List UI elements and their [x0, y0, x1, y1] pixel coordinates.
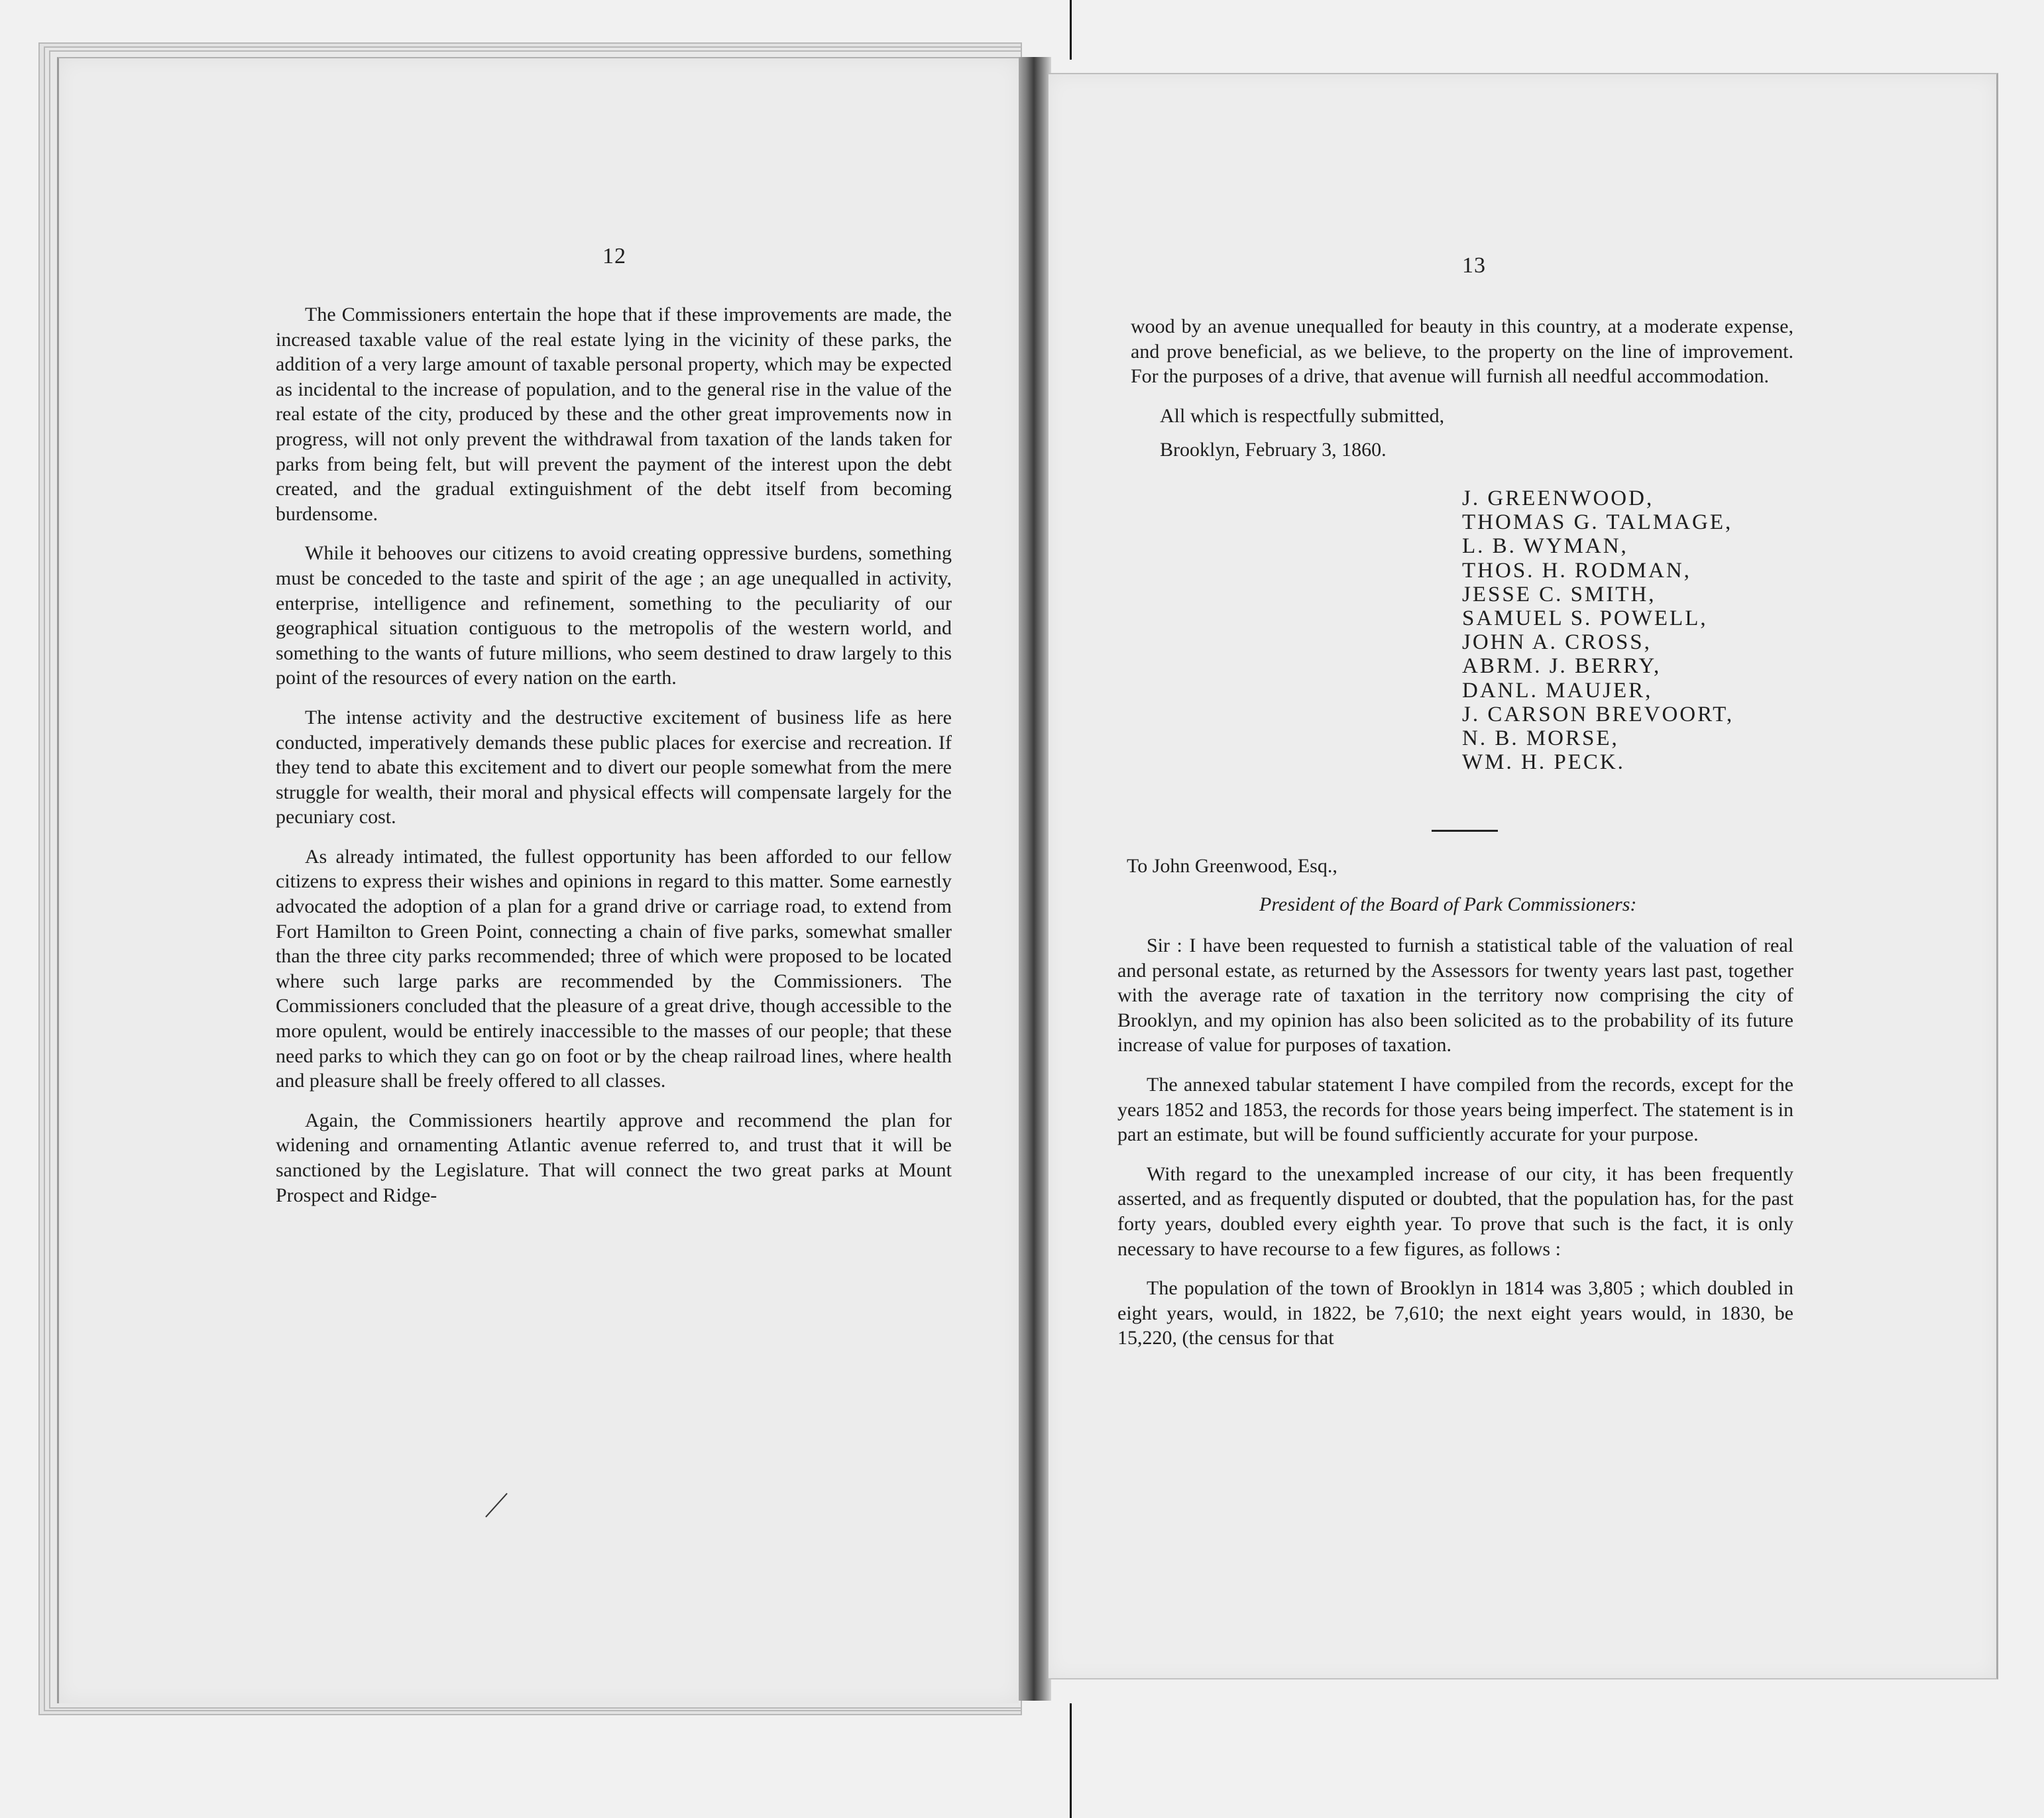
signatory: JOHN A. CROSS,: [1462, 630, 1652, 655]
signatory: SAMUEL S. POWELL,: [1462, 606, 1708, 631]
signatory: THOS. H. RODMAN,: [1462, 558, 1691, 583]
paragraph: The intense activity and the destructive excitement of business life as here conducted, imperatively demands these public places for exercise and recreation. If they tend to abate this excitement and to divert our people somewhat from the mere struggle for wealth, their moral and physical effects will compensate largely for the pecuniary cost.: [276, 706, 952, 828]
paragraph: While it behooves our citizens to avoid creating oppressive burdens, something must be conceded to the taste and spirit of the age ; an age unequalled in activity, enterprise, intelligence and refinement, something to the peculiarity of our geographical situation contiguous to the metropolis of the western world, and something to the wants of future millions, who seem destined to draw largely to this point of the resources of every nation on the earth.: [276, 542, 952, 689]
signatory: WM. H. PECK.: [1462, 750, 1625, 775]
page-number: 12: [602, 244, 626, 268]
signatory: DANL. MAUJER,: [1462, 678, 1653, 703]
continuation-text: [1131, 314, 1793, 477]
signatory: L. B. WYMAN,: [1462, 534, 1628, 559]
signatory: ABRM. J. BERRY,: [1462, 654, 1662, 679]
addressee-line: To John Greenwood, Esq.,: [1127, 855, 1337, 877]
left-page-body: [276, 302, 952, 1222]
paragraph: The Commissioners entertain the hope that if these improvements are made, the increased taxable value of the real estate lying in the vicinity of these parks, the addition of a very large amount of taxable personal property, which may be expected as incidental to the increase of population, and to the general rise in the value of the real estate of the city, produced by these and the other great improvements now in progress, will not only prevent the withdrawal from taxation of the lands taken for parks from being felt, but will prevent the payment of the interest upon the debt created, and the gradual extinguishment of the debt itself from becoming burdensome.: [276, 304, 952, 525]
letter-body: [1117, 933, 1793, 1365]
date-line: Brooklyn, February 3, 1860.: [1160, 439, 1387, 461]
paragraph: Sir : I have been requested to furnish a statistical table of the valuation of real and personal estate, as returned by the Assessors for twenty years last past, together with the average rate of taxation in the territory now comprising the city of Brooklyn, and my opinion has also been solicited as to the probability of its future increase of value for purposes of taxation.: [1117, 935, 1793, 1056]
signatory: THOMAS G. TALMAGE,: [1462, 510, 1733, 535]
signatory: J. CARSON BREVOORT,: [1462, 702, 1734, 726]
signatory: J. GREENWOOD,: [1462, 486, 1654, 510]
binding-line: [1070, 0, 1072, 60]
section-divider: [1432, 830, 1498, 832]
paragraph: wood by an avenue unequalled for beauty in this country, at a moderate expense, and prove beneficial, as we believe, to the property on the line of improvement. For the purposes of a drive, that avenue will furnish all needful accommodation.: [1131, 315, 1793, 388]
signature-list: [1462, 486, 1734, 774]
addressee-title: President of the Board of Park Commissioners:: [1259, 893, 1637, 915]
paragraph: Again, the Commissioners heartily approve and recommend the plan for widening and ornamenting Atlantic avenue referred to, and trust that it will be sanctioned by the Legislature. That will connect the two great parks at Mount Prospect and Ridge-: [276, 1109, 952, 1206]
left-page: [57, 57, 1019, 1703]
paragraph: The annexed tabular statement I have compiled from the records, except for the years 1852 and 1853, the records for those years being imperfect. The statement is in part an estimate, but will be found sufficiently accurate for your purpose.: [1117, 1073, 1793, 1146]
binding-line: [1070, 1703, 1072, 1818]
right-page: [1049, 73, 1998, 1679]
pencil-mark: [485, 1493, 508, 1517]
signatory: N. B. MORSE,: [1462, 726, 1619, 751]
page-number: 13: [1462, 253, 1486, 278]
signatory: JESSE C. SMITH,: [1462, 582, 1656, 606]
closing-line: All which is respectfully submitted,: [1160, 404, 1445, 427]
paragraph: The population of the town of Brooklyn in 1814 was 3,805 ; which doubled in eight years, would, in 1822, be 7,610; the next eight years would, in 1830, be 15,220, (the census for that: [1117, 1277, 1793, 1349]
paragraph: With regard to the unexampled increase of our city, it has been frequently asserted, and as frequently disputed or doubted, that the population has, for the past forty years, doubled every eighth year. To prove that such is the fact, it is only necessary to have recourse to a few figures, as follows :: [1117, 1163, 1793, 1260]
paragraph: As already intimated, the fullest opportunity has been afforded to our fellow citizens to express their wishes and opinions in regard to this matter. Some earnestly advocated the adoption of a plan for a grand drive or carriage road, to extend from Fort Hamilton to Green Point, connecting a chain of five parks, somewhat smaller than the three city parks recommended; three of which were proposed to be located where such large parks are recommended by the Commissioners. The Commissioners concluded that the pleasure of a great drive, though accessible to the more opulent, would be entirely inaccessible to the masses of our people; that these need parks to which they can go on foot or by the cheap railroad lines, where health and pleasure shall be freely offered to all classes.: [276, 845, 952, 1092]
